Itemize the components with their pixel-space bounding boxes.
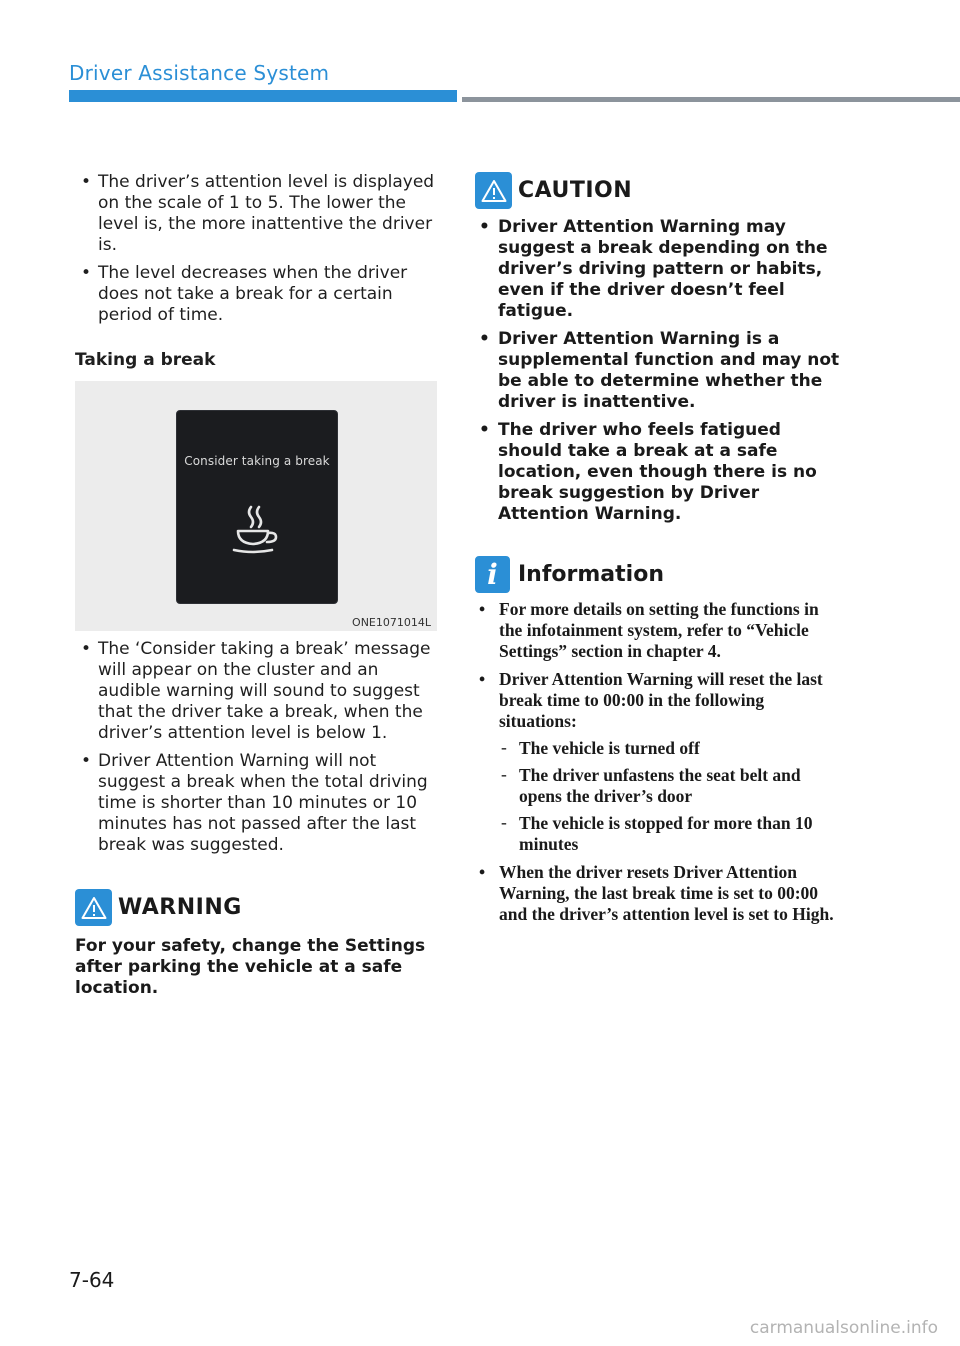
caution-list [475,217,840,525]
warning-title: WARNING [118,895,242,920]
cluster-figure [75,381,437,631]
info-icon: i [475,556,510,593]
info-text: When the driver resets Driver Attention Warning, the last break time is set to 00:00 and the driver’s attention level is set to High. [499,862,834,924]
list-item: - The vehicle is stopped for more than 10 minutes [499,813,840,855]
list-item [475,669,840,855]
info-text: For more details on setting the functions in the infotainment system, refer to “Vehicle Settings” section in chapter 4. [499,599,819,661]
cluster-screen [176,410,338,604]
warning-header [75,889,437,926]
attention-level-list [75,172,437,326]
list-item: - The driver unfastens the seat belt and opens the driver’s door [499,765,840,807]
break-message: Consider taking a break [184,454,330,468]
list-item: - The vehicle is turned off [499,738,840,759]
section-title: Driver Assistance System [69,61,330,85]
subheading-taking-break: Taking a break [75,350,216,370]
warning-triangle-icon [475,172,512,209]
warning-text: For your safety, change the Settings after parking the vehicle at a safe location. [75,936,426,998]
list-item: • Driver Attention Warning is a supplemental function and may not be able to determine whether the driver is inattentive. [475,329,840,413]
list-item [475,862,840,925]
list-item: • Driver Attention Warning will not suggest a break when the total driving time is shorter than 10 minutes or 10 minutes has not passed after the last break was suggested. [75,751,437,856]
list-item: • The level decreases when the driver does not take a break for a certain period of time. [75,263,437,326]
list-item: • The ‘Consider taking a break’ message will appear on the cluster and an audible warning will sound to suggest that the driver take a break, when the driver’s attention level is below 1. [75,639,437,744]
list-item: • The driver’s attention level is displayed on the scale of 1 to 5. The lower the level is, the more inattentive the driver is. [75,172,437,256]
warning-triangle-icon [75,889,112,926]
list-item [475,599,840,662]
information-header [475,556,840,593]
information-list [475,599,840,925]
right-column [475,172,840,932]
information-title: Information [518,562,664,587]
reset-situations-list [499,738,840,855]
caution-title: CAUTION [518,178,633,203]
header-bar-rule [462,97,960,102]
caution-header [475,172,840,209]
list-item: • Driver Attention Warning may suggest a break depending on the driver’s driving pattern or habits, even if the driver doesn’t feel fatigue. [475,217,840,322]
break-message-list [75,639,437,856]
figure-code: ONE1071014L [352,616,431,629]
header-bar-accent [69,90,457,102]
coffee-cup-icon [229,501,285,557]
list-item: • The driver who feels fatigued should take a break at a safe location, even though there is no break suggestion by Driver Attention Warning. [475,420,840,525]
watermark: carmanualsonline.info [749,1318,938,1338]
page-number: 7-64 [69,1268,115,1292]
left-column [75,172,437,999]
info-text: Driver Attention Warning will reset the last break time to 00:00 in the following situations: [499,669,823,731]
